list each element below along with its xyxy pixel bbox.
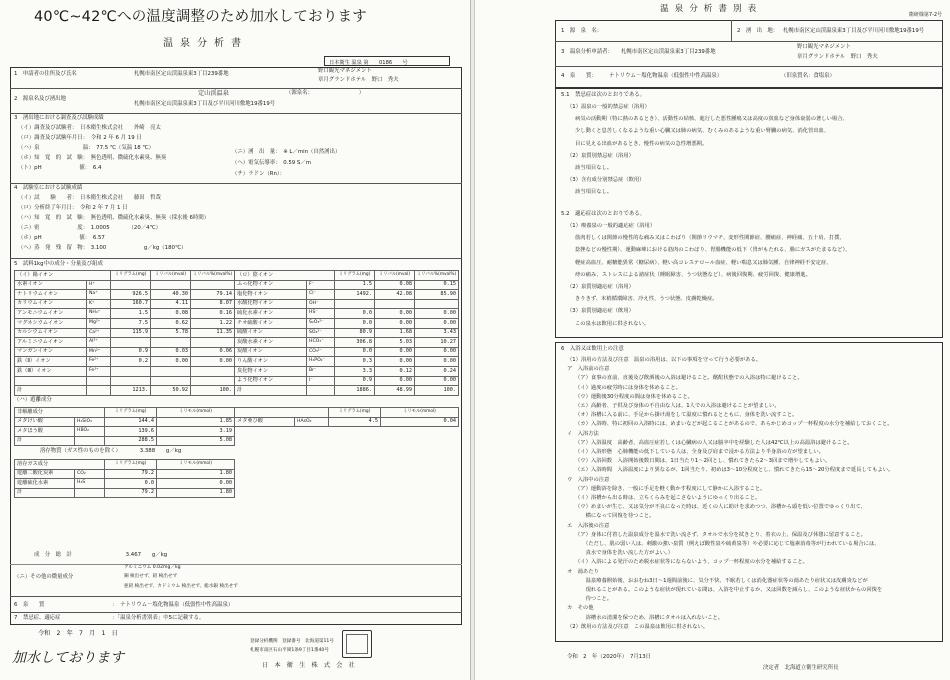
appendix-location-label: 2 湧 出 地： <box>737 28 779 34</box>
list-item: 病気の活動期（特に熱のあるとき）、活動性の結核、進行した悪性腫瘍又は高度の貧血など身体衰弱の著しい場合、 <box>575 116 848 123</box>
table-row: 遊離二酸化炭素 CO₂ 79.2 1.80 <box>15 469 235 479</box>
table-row: カリウムイオン K⁺ 160.7 4.11 8.07 <box>15 299 235 309</box>
appendix-applicant-name: 章月グランドホテル 野口 秀夫 <box>797 54 878 60</box>
applicant-company: 野口観光マネジメント <box>318 68 372 74</box>
list-item: （2）泉質別禁忌症（浴用） <box>567 152 634 159</box>
list-item: （エ）高齢者、子供及び身体の不自由な人は、1人での入浴は避けることが望ましい。 <box>575 403 780 409</box>
appendix-location-value: 札幌市南区定山渓温泉東3丁目及び平川河川敷地19番19号 <box>783 28 925 34</box>
list-item: （カ）入浴時、特に初回の入浴時には、めまいなどが起こることがあるので、あらかじめコップ一杯程度の水分を補給しておくこと。 <box>575 421 893 428</box>
divider <box>10 183 462 184</box>
component-total: 成 分 総 計 3.467 g／kg <box>34 552 168 558</box>
table-row: 水酸化物イオン OH⁻ <box>235 299 459 309</box>
list-item: この泉水は飲用に供されない。 <box>575 320 650 327</box>
indications-value: ：「温泉分析書別表」中5に記載する。 <box>112 615 205 621</box>
list-item: （ア）食事の直前、直後及び飲酒後の入浴は避けること。酩酊状態での入浴は特に避けること。 <box>575 375 803 382</box>
appendix-source-label: 1 源 泉 名： <box>561 28 603 34</box>
cation-table: （イ）陽イオン ミリグラム(mg) ミリバル(mval) ミリバル%(mval%) 水素イオン H⁺ ナトリウムイオン Na⁺ 926.5 40.30 79.14 カリウムイオン K⁺ 160.7 4.11 8.07 アンモニウムイオン NH₄⁺ 1.5 0.08 0.16 マグネシウムイオン Mg²⁺ 7.5 0.62 1.22 カルシウムイオン Ca²⁺ 115.9 5.78 11.35 アルミニウムイオン Al³⁺ マンガンイオン Mn²⁺ 0.9 0.03 0.06 鉄（Ⅱ）イオン Fe²⁺ 0.2 0.00 0.00 鉄（Ⅲ）イオン Fe³⁺ 計 1213. 50.92 100. <box>14 270 235 396</box>
table-row: 炭酸イオン CO₃²⁻ 0.0 0.00 0.00 <box>235 347 459 357</box>
radon: （チ）ラドン（Rn）： <box>232 171 285 177</box>
divider <box>10 258 462 259</box>
list-item: 捻挫などの慢性期）、運動麻痺における筋肉のこわばり、胃腸機能の低下（胃がもたれる、腸にガスがたまるなど）、 <box>575 247 851 254</box>
list-item: （ウ）入浴回数 入浴開始後数日間は、1日当たり1～2回とし、慣れてきたら2～3回まで増やしてもよい。 <box>575 458 831 465</box>
list-item: 温泉療養開始後、おおむね3日～1週間前後に、気分不快、不眠若しくは消化器症状等の湯あたり症状又は皮膚炎などが <box>575 577 868 584</box>
bathing-notes-heading: 6 入浴又は飲用上の注意 <box>561 346 624 352</box>
table-row: マンガンイオン Mn²⁺ 0.9 0.03 0.06 <box>15 347 235 357</box>
cation-heading: （イ）陽イオン <box>15 271 111 281</box>
table-row: 炭酸水素イオン HCO₃⁻ 306.8 5.03 10.27 <box>235 338 459 348</box>
table-row: 臭化物イオン Br⁻ 3.3 0.12 0.24 <box>235 366 459 376</box>
list-item: （イ）過度の疲労時には身体を休めること。 <box>575 384 681 391</box>
conductivity: （ヘ）電気伝導率： 0.59 S／m <box>232 160 311 166</box>
appendix-date: 令和 2 年（2020年） 7月13日 <box>567 654 652 660</box>
density: （ニ）密 度： 1.0005 （20／4℃） <box>18 225 162 231</box>
list-item: カ その他 <box>567 605 594 612</box>
lab-sensory-test: （ハ）知 覚 的 試 験： 無色透明、微硫化水素臭、無臭（採水後 6時間） <box>18 215 210 221</box>
trace-zinc-cadmium-mercury: 亜鉛 検出せず、カドミウム 検出せず、総水銀 検出せず <box>124 584 238 589</box>
list-item: （1）浴用の方法及び注意 温泉の浴用は、以下の事項を守って行う必要がある。 <box>567 357 762 363</box>
table-row: 水素イオン H⁺ <box>15 280 235 290</box>
table-row: りん酸イオン H₂PO₄⁻ 0.3 0.00 0.00 <box>235 357 459 367</box>
appendix-applicant-company: 野口観光マネジメント <box>797 44 851 50</box>
appendix-old-quality: （旧泉質名：食塩泉） <box>781 73 835 79</box>
list-item: きりきず、末梢循環障害、冷え性、うつ状態、皮膚乾燥症。 <box>575 296 718 303</box>
lab-name: 日 本 衛 生 株 式 会 社 <box>262 662 355 669</box>
list-item: （ア）入浴温度 高齢者、高血圧症若しくは心臓病の人又は脳卒中を経験した人は42℃以上の高温浴は避けること。 <box>575 439 853 446</box>
onsen-analysis-sheet <box>0 0 471 680</box>
field-tester: （イ）調査及び試験者： 日本衛生株式会社 外崎 亮太 <box>18 125 161 131</box>
list-item: （エ）入浴時間 入浴温度により異なるが、1回当たり、初めは3～10分程度とし、慣れてきたら15～20分程度まで延長してもよい。 <box>575 467 894 474</box>
list-item: （1）療養泉の一般的適応症（浴用） <box>567 223 656 229</box>
lab-test-label: 4 試験室における試験成績 <box>14 185 83 191</box>
table-row: 遊離硫化水素 H₂S 0.0 0.00 <box>15 479 235 489</box>
divider <box>10 612 462 613</box>
lab-address: 札幌市南区石山平岡1条9丁目1番40号 <box>250 648 329 653</box>
divider <box>10 88 462 89</box>
list-item: ウ 入浴中の注意 <box>567 476 610 483</box>
list-item: オ 湯あたり <box>567 568 599 575</box>
spring-temperature: （ハ）泉 温： 77.5 ℃（気温 18 ℃） <box>18 145 154 151</box>
spring-name: 定山渓温泉 <box>198 90 229 97</box>
contraindication-heading: 5.1 禁忌症は次のとおりである。 <box>561 92 646 98</box>
list-item: （ア）身体に付着した温泉成分を温水で洗い流さず、タオルで水分を拭きとり、着衣の上、保温及び休憩に留意すること。 <box>575 531 866 538</box>
applicant-address: 札幌市南区定山渓温泉東3丁目239番地 <box>134 71 229 77</box>
list-item: 目に見える出血があるとき、慢性の病気の急性増悪期。 <box>575 140 708 147</box>
divider <box>10 564 462 565</box>
list-item: （1）温泉の一般的禁忌症（浴用） <box>567 104 650 110</box>
list-item: （3）泉質別適応症（飲用） <box>567 308 634 315</box>
spring-quality-value: ： ナトリウム－塩化物温泉（低張性中性高温泉） <box>112 602 234 608</box>
source-name: （源泉名： ） <box>286 90 365 96</box>
table-row: メタ亜ひ酸 HAsO₂ 4.5 0.04 <box>235 417 459 427</box>
indications-label: 7 禁忌症、適応症 <box>14 615 61 621</box>
list-item: （2）泉質別適応症（浴用） <box>567 284 634 290</box>
list-item: （ア）運動浴を除き、一般に手足を軽く動かす程度にして静かに入浴すること。 <box>575 485 766 492</box>
list-item: 該当項目なし。 <box>575 189 613 196</box>
appendix-quality-value: ナトリウム－塩化物温泉（低張性中性高温泉） <box>609 73 723 79</box>
appendix-applicant-label: 3 温泉分析申請者： <box>561 49 613 55</box>
table-row: 計 1213. 50.92 100. <box>15 386 235 396</box>
flow-rate: （ニ）湧 出 量： ※ L／min（自然湧出） <box>232 149 341 155</box>
list-item: 該当項目なし。 <box>575 165 613 171</box>
list-item: 待つこと。 <box>575 596 613 603</box>
spring-label: 2 源泉名及び湧出地 <box>14 96 66 102</box>
table-row: チオ硫酸イオン S₂O₃²⁻ 0.0 0.00 0.00 <box>235 318 459 328</box>
divider <box>731 20 732 41</box>
table-row: ナトリウムイオン Na⁺ 926.5 40.30 79.14 <box>15 290 235 300</box>
list-item: （イ）入浴による発汗のため脱水症状等にならないよう、コップ一杯程度の水分を補給すること。 <box>575 559 808 566</box>
table-row: 硫酸イオン SO₄²⁻ 80.9 1.68 3.43 <box>235 328 459 338</box>
nonion-table-right: ミリグラム(mg) ミリモル(mmol) メタ亜ひ酸 HAsO₂ 4.5 0.04 <box>234 407 459 427</box>
onsen-analysis-appendix-sheet <box>474 0 950 680</box>
registration-number: 日本衛生 温泉 第 0186 号 <box>324 56 450 66</box>
indication-heading: 5.2 適応症は次のとおりである。 <box>561 211 646 217</box>
handwritten-dilution-note: 加水しております <box>12 650 124 666</box>
table-row: アルミニウムイオン Al³⁺ <box>15 338 235 348</box>
table-row: ふっ化物イオン F⁻ 1.5 0.08 0.15 <box>235 280 459 290</box>
field-ph: （ト）pH 値： 6.4 <box>18 165 102 171</box>
list-item: 痔の痛み、ストレスによる諸症状（睡眠障害、うつ状態など）、病後回復期、疲労回復、健康増進。 <box>575 271 811 278</box>
spring-quality-label: 6 泉 質 <box>14 602 45 608</box>
list-item: （オ）浴槽に入る前に、手足から掛け湯をして温度に慣れるとともに、身体を洗い流すこと。 <box>575 412 798 419</box>
analysis-date: （ロ）分析終了年月日： 令和 2 年 7 月 1 日 <box>18 205 128 211</box>
solute-total: 溶存物質（ガス性のものを除く） 3.388 g／kg <box>40 448 182 454</box>
table-row: 計 1886. 48.99 100. <box>235 386 459 396</box>
trace-copper-lead: 銅 検出せず、鉛 検出せず <box>124 574 178 579</box>
divider <box>555 41 943 42</box>
evaporation-residue: （ヘ）蒸 発 残 留 物： 3.100 g／kg（180℃） <box>18 245 187 251</box>
list-item: 軽症高血圧、耐糖能異常（糖尿病）、軽い高コレステロール血症、軽い喘息又は肺気腫、自律神経不安定症、 <box>575 259 832 266</box>
table-row: よう化物イオン I⁻ 0.9 0.00 0.00 <box>235 376 459 386</box>
list-item: 横になって回復を待つこと。 <box>575 513 655 520</box>
list-item: （ウ）運動後30分程度の間は身体を休めること。 <box>575 393 693 400</box>
table-row: 硫化水素イオン HS⁻ 0.0 0.00 0.00 <box>235 309 459 319</box>
appendix-applicant-address: 札幌市南区定山渓温泉東3丁目239番地 <box>621 49 716 55</box>
table-row: メタほう酸 HBO₂ 139.6 3.19 <box>15 427 235 437</box>
divider <box>555 66 943 67</box>
applicant-label: 1 申請者の住所及び氏名 <box>14 71 77 77</box>
lab-ph: （ホ）pH 値： 6.57 <box>18 235 105 241</box>
spring-location: 札幌市南区定山渓温泉東3丁目及び平川河川敷地19番19号 <box>134 101 276 107</box>
list-item: イ 入浴方法 <box>567 430 599 437</box>
list-item: （ウ）めまいが生じ、又は気分が不良になった時は、近くの人に助けを求めつつ、浴槽から頭を低い位置でゆっくり出て、 <box>575 504 866 511</box>
list-item: 真水で身体を洗い流した方がよい。） <box>575 550 673 557</box>
list-item: （イ）浴槽から出る時は、立ちくらみを起こさないようにゆっくり出ること。 <box>575 495 761 501</box>
gas-table: 溶存ガス成分 ミリグラム(mg) ミリモル(mmol) 遊離二酸化炭素 CO₂ 79.2 1.80 遊離硫化水素 H₂S 0.0 0.00 計 79.2 1.80 <box>14 459 235 498</box>
list-item: 現れることがある。このような症状が現れている間は、入浴を中止するか、又は回数を減らし、このような症状からの回復を <box>575 587 883 593</box>
field-test-date: （ロ）調査及び試験年月日： 令和 2 年 6 月 19 日 <box>18 135 142 141</box>
field-sensory-test: （ホ）知 覚 的 試 験： 無色透明、微硫化水素臭、無臭 <box>18 155 167 161</box>
list-item: ア 入浴前の注意 <box>567 366 610 373</box>
list-item: 少し動くと息苦しくなるような重い心臓又は肺の病気、むくみのあるような重い腎臓の病気、消化管出血、 <box>575 128 830 135</box>
anion-table: （ロ）陰イオン ミリグラム(mg) ミリバル(mval) ミリバル%(mval%) ふっ化物イオン F⁻ 1.5 0.08 0.15 塩化物イオン Cl⁻ 1492. 42.08 85.90 水酸化物イオン OH⁻ 硫化水素イオン HS⁻ 0.0 0.00 0.00 チオ硫酸イオン S₂O₃²⁻ 0.0 0.00 0.00 硫酸イオン SO₄²⁻ 80.9 1.68 3.43 炭酸水素イオン HCO₃⁻ 306.8 5.03 10.27 炭酸イオン CO₃²⁻ 0.0 0.00 0.00 りん酸イオン H₂PO₄⁻ 0.3 0.00 0.00 臭化物イオン Br⁻ 3.3 0.12 0.24 よう化物イオン I⁻ 0.9 0.00 0.00 計 1886. 48.99 100. <box>234 270 459 396</box>
list-item: （3）含有成分別禁忌症（飲用） <box>567 177 645 184</box>
table-row: アンモニウムイオン NH₄⁺ 1.5 0.08 0.16 <box>15 309 235 319</box>
applicant-name: 章月グランドホテル 野口 秀夫 <box>318 77 399 83</box>
appendix-title: 温泉分析書別表 <box>660 4 763 14</box>
table-row: 塩化物イオン Cl⁻ 1492. 42.08 85.90 <box>235 290 459 300</box>
table-row: メタけい酸 H₂SiO₃ 144.4 1.85 <box>15 417 235 427</box>
dilution-notice: 40℃~42℃への温度調整のため加水しております <box>34 9 367 25</box>
trace-heading: （ニ）その他の微量成分 <box>14 574 74 580</box>
table-row: マグネシウムイオン Mg²⁺ 7.5 0.62 1.22 <box>15 318 235 328</box>
company-seal <box>342 630 372 658</box>
anion-heading: （ロ）陰イオン <box>235 271 335 281</box>
list-item: （ただし、肌の弱い人は、刺激の強い泉質（例えば酸性泉や硫黄泉等）や必要に応じて塩素消毒等が行われている場合には、 <box>575 541 880 547</box>
list-item: （イ）入浴形態 心肺機能の低下している人は、全身及び肩まで浸かる方法より半身浴の方が望ましい。 <box>575 449 824 455</box>
divider <box>10 596 462 597</box>
list-item: 筋肉若しくは関節の慢性的な痛み又はこわばり（関節リウマチ、変形性関節症、腰痛症、神経痛、五十肩、打撲、 <box>575 235 845 242</box>
list-item: （2）飲用の方法及び注意 この温泉は飲用に供されない。 <box>567 623 709 630</box>
table-row: カルシウムイオン Ca²⁺ 115.9 5.78 11.35 <box>15 328 235 338</box>
table-row: 鉄（Ⅲ）イオン Fe³⁺ <box>15 366 235 376</box>
appendix-quality-label: 4 泉 質： <box>561 73 597 79</box>
components-label: 5 試料1kg中の成分・分量及び組成 <box>14 261 103 267</box>
list-item: エ 入浴後の注意 <box>567 522 610 529</box>
trace-aluminium: アルミニウム 0.02mg／kg <box>124 565 181 570</box>
list-item: 浴槽水の清潔を保つため、浴槽にタオルは入れないこと。 <box>575 614 724 621</box>
divider <box>10 113 462 114</box>
form-number: 衛研様第7-2号 <box>908 12 942 18</box>
table-row: 鉄（Ⅱ）イオン Fe²⁺ 0.2 0.00 0.00 <box>15 357 235 367</box>
nonion-table: 非解離成分 ミリグラム(mg) ミリモル(mmol) メタけい酸 H₂SiO₃ 144.4 1.85 メタほう酸 HBO₂ 139.6 3.19 計 288.5 5.08 <box>14 407 235 446</box>
field-test-label: 3 湧出地における調査及び試験成績 <box>14 115 104 121</box>
lab-registration: 登録分析機関 登録番号 北海道第11号 <box>250 639 334 644</box>
lab-tester: （イ）試 験 者： 日本衛生株式会社 藤田 哲哉 <box>18 195 161 201</box>
report-date: 令和 2 年 7 月 1 日 <box>38 630 118 637</box>
free-components-heading: （ハ）遊離成分 <box>14 397 52 403</box>
table-row: 計 288.5 5.08 <box>15 436 235 446</box>
report-title: 温泉分析書 <box>163 38 248 49</box>
table-row: 計 79.2 1.80 <box>15 488 235 498</box>
table-row <box>15 376 235 386</box>
appendix-issuer: 決定者 北海道立衛生研究所長 <box>763 665 839 671</box>
